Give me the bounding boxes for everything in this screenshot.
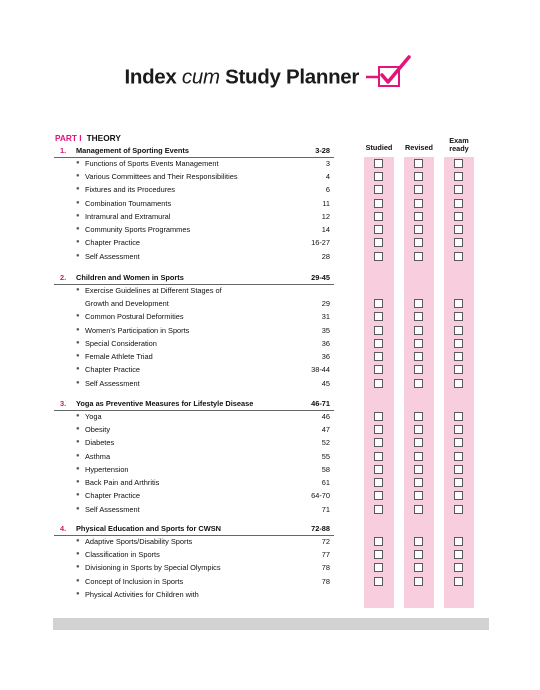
item-text: Obesity xyxy=(85,425,111,435)
studied-checkbox[interactable] xyxy=(374,478,383,487)
item-text: Growth and Development xyxy=(85,299,169,309)
exam-ready-checkbox[interactable] xyxy=(454,550,463,559)
studied-checkbox[interactable] xyxy=(374,563,383,572)
item-text: Diabetes xyxy=(85,438,115,448)
bullet-icon: ● xyxy=(76,186,80,193)
item-text: Various Committees and Their Responsibilities xyxy=(85,172,238,182)
bullet-icon: ● xyxy=(76,159,80,166)
bullet-icon: ● xyxy=(76,426,80,433)
bullet-icon: ● xyxy=(76,412,80,419)
list-item xyxy=(0,436,540,449)
section-pages: 46-71 xyxy=(311,398,330,408)
item-text: Intramural and Extramural xyxy=(85,211,171,221)
list-item xyxy=(0,210,540,223)
list-item xyxy=(0,284,540,297)
studied-checkbox[interactable] xyxy=(374,425,383,434)
item-text: Special Consideration xyxy=(85,338,157,348)
revised-header: Revised xyxy=(405,143,433,152)
part-title: THEORY xyxy=(86,133,121,143)
section-title: Physical Education and Sports for CWSN xyxy=(76,523,221,533)
bullet-icon: ● xyxy=(76,439,80,446)
bullet-icon: ● xyxy=(76,551,80,558)
revised-checkbox[interactable] xyxy=(414,365,423,374)
item-text: Divisioning in Sports by Special Olympics xyxy=(85,563,221,573)
list-item xyxy=(0,363,540,376)
bullet-icon: ● xyxy=(76,226,80,233)
studied-checkbox[interactable] xyxy=(374,185,383,194)
section-number: 3. xyxy=(60,398,67,408)
revised-checkbox[interactable] xyxy=(414,326,423,335)
revised-checkbox[interactable] xyxy=(414,412,423,421)
list-item xyxy=(0,575,540,588)
studied-checkbox[interactable] xyxy=(374,438,383,447)
exam-ready-checkbox[interactable] xyxy=(454,379,463,388)
revised-checkbox[interactable] xyxy=(414,352,423,361)
studied-checkbox[interactable] xyxy=(374,577,383,586)
section-header xyxy=(0,271,540,284)
list-item xyxy=(0,410,540,423)
list-item xyxy=(0,548,540,561)
list-item xyxy=(0,250,540,263)
revised-checkbox[interactable] xyxy=(414,452,423,461)
studied-checkbox[interactable] xyxy=(374,550,383,559)
studied-checkbox[interactable] xyxy=(374,505,383,514)
item-text: Women's Participation in Sports xyxy=(85,325,190,335)
exam-ready-checkbox[interactable] xyxy=(454,577,463,586)
list-item xyxy=(0,223,540,236)
item-text: Physical Activities for Children with xyxy=(85,589,199,599)
item-page: 28 xyxy=(321,251,330,261)
bullet-icon: ● xyxy=(76,173,80,180)
revised-checkbox[interactable] xyxy=(414,379,423,388)
exam-ready-checkbox[interactable] xyxy=(454,299,463,308)
list-item xyxy=(0,350,540,363)
section-header xyxy=(0,522,540,535)
revised-checkbox[interactable] xyxy=(414,339,423,348)
bullet-icon: ● xyxy=(76,452,80,459)
studied-checkbox[interactable] xyxy=(374,365,383,374)
exam-ready-checkbox[interactable] xyxy=(454,326,463,335)
bullet-icon: ● xyxy=(76,239,80,246)
list-item xyxy=(0,157,540,170)
item-text: Yoga xyxy=(85,411,102,421)
bullet-icon: ● xyxy=(76,537,80,544)
item-page: 35 xyxy=(321,325,330,335)
exam-ready-checkbox[interactable] xyxy=(454,412,463,421)
exam-ready-checkbox[interactable] xyxy=(454,225,463,234)
list-item xyxy=(0,450,540,463)
exam-ready-checkbox[interactable] xyxy=(454,478,463,487)
exam-ready-checkbox[interactable] xyxy=(454,438,463,447)
studied-checkbox[interactable] xyxy=(374,159,383,168)
item-text: Adaptive Sports/Disability Sports xyxy=(85,536,193,546)
item-page: 64-70 xyxy=(311,491,330,501)
item-page: 36 xyxy=(321,338,330,348)
bullet-icon: ● xyxy=(76,199,80,206)
revised-checkbox[interactable] xyxy=(414,491,423,500)
bullet-icon: ● xyxy=(76,339,80,346)
page-title-text: Index cum Study Planner xyxy=(124,65,360,89)
revised-checkbox[interactable] xyxy=(414,172,423,181)
bullet-icon: ● xyxy=(76,252,80,259)
revised-checkbox[interactable] xyxy=(414,425,423,434)
item-text: Chapter Practice xyxy=(85,491,141,501)
revised-checkbox[interactable] xyxy=(414,212,423,221)
section-title: Children and Women in Sports xyxy=(76,272,184,282)
item-page: 11 xyxy=(322,198,330,208)
exam-ready-checkbox[interactable] xyxy=(454,537,463,546)
bullet-icon: ● xyxy=(76,479,80,486)
item-page: 6 xyxy=(325,185,330,195)
item-text: Functions of Sports Events Management xyxy=(85,158,219,168)
exam-ready-checkbox[interactable] xyxy=(454,159,463,168)
item-text: Concept of Inclusion in Sports xyxy=(85,576,184,586)
revised-checkbox[interactable] xyxy=(414,465,423,474)
studied-checkbox[interactable] xyxy=(374,312,383,321)
footer-bar xyxy=(53,618,489,630)
studied-checkbox[interactable] xyxy=(374,199,383,208)
item-text: Chapter Practice xyxy=(85,365,141,375)
studied-header: Studied xyxy=(365,143,393,152)
item-page: 61 xyxy=(321,478,330,488)
section-header xyxy=(0,397,540,410)
list-item xyxy=(0,170,540,183)
list-item xyxy=(0,183,540,196)
item-text: Community Sports Programmes xyxy=(85,225,191,235)
studied-checkbox[interactable] xyxy=(374,379,383,388)
revised-checkbox[interactable] xyxy=(414,238,423,247)
exam-ready-header: Exam ready xyxy=(449,136,469,153)
bullet-icon: ● xyxy=(76,212,80,219)
item-page: 29 xyxy=(321,299,330,309)
part-label: PART I xyxy=(55,133,82,143)
revised-checkbox[interactable] xyxy=(414,438,423,447)
item-page: 58 xyxy=(321,464,330,474)
studied-checkbox[interactable] xyxy=(374,465,383,474)
list-item xyxy=(0,297,540,310)
exam-ready-checkbox[interactable] xyxy=(454,491,463,500)
section-header xyxy=(0,144,540,157)
item-page: 47 xyxy=(321,425,330,435)
exam-ready-checkbox[interactable] xyxy=(454,465,463,474)
bullet-icon: ● xyxy=(76,353,80,360)
item-page: 52 xyxy=(321,438,330,448)
exam-ready-checkbox[interactable] xyxy=(454,172,463,181)
exam-ready-checkbox[interactable] xyxy=(454,452,463,461)
item-page: 46 xyxy=(321,411,330,421)
revised-checkbox[interactable] xyxy=(414,312,423,321)
item-page: 55 xyxy=(321,451,330,461)
exam-ready-checkbox[interactable] xyxy=(454,352,463,361)
bullet-icon: ● xyxy=(76,366,80,373)
bullet-icon: ● xyxy=(76,326,80,333)
bullet-icon: ● xyxy=(76,505,80,512)
studied-checkbox[interactable] xyxy=(374,326,383,335)
item-page: 71 xyxy=(321,504,330,514)
list-item xyxy=(0,588,540,601)
exam-ready-checkbox[interactable] xyxy=(454,238,463,247)
studied-checkbox[interactable] xyxy=(374,172,383,181)
page-title xyxy=(0,58,540,97)
revised-checkbox[interactable] xyxy=(414,550,423,559)
list-item xyxy=(0,561,540,574)
studied-checkbox[interactable] xyxy=(374,212,383,221)
exam-ready-checkbox[interactable] xyxy=(454,365,463,374)
part-heading xyxy=(55,133,121,143)
bullet-icon: ● xyxy=(76,313,80,320)
item-text: Self Assessment xyxy=(85,251,140,261)
bullet-icon: ● xyxy=(76,379,80,386)
revised-checkbox[interactable] xyxy=(414,199,423,208)
section-number: 4. xyxy=(60,523,67,533)
item-text: Common Postural Deformities xyxy=(85,312,184,322)
revised-checkbox[interactable] xyxy=(414,225,423,234)
revised-checkbox[interactable] xyxy=(414,299,423,308)
item-text: Combination Tournaments xyxy=(85,198,172,208)
item-page: 77 xyxy=(321,550,330,560)
studied-checkbox[interactable] xyxy=(374,352,383,361)
studied-checkbox[interactable] xyxy=(374,452,383,461)
section-number: 1. xyxy=(60,145,67,155)
revised-checkbox[interactable] xyxy=(414,537,423,546)
item-text: Classification in Sports xyxy=(85,550,160,560)
revised-checkbox[interactable] xyxy=(414,478,423,487)
item-text: Self Assessment xyxy=(85,378,140,388)
exam-ready-checkbox[interactable] xyxy=(454,425,463,434)
item-page: 78 xyxy=(321,563,330,573)
revised-checkbox[interactable] xyxy=(414,252,423,261)
exam-ready-checkbox[interactable] xyxy=(454,185,463,194)
bullet-icon: ● xyxy=(76,286,80,293)
exam-ready-checkbox[interactable] xyxy=(454,199,463,208)
item-page: 16-27 xyxy=(311,238,330,248)
item-text: Fixtures and its Procedures xyxy=(85,185,175,195)
item-page: 45 xyxy=(321,378,330,388)
bullet-icon: ● xyxy=(76,492,80,499)
studied-checkbox[interactable] xyxy=(374,238,383,247)
list-item xyxy=(0,423,540,436)
item-text: Asthma xyxy=(85,451,111,461)
item-page: 14 xyxy=(321,225,330,235)
section-pages: 29-45 xyxy=(311,272,330,282)
studied-checkbox[interactable] xyxy=(374,412,383,421)
item-text: Hypertension xyxy=(85,464,129,474)
list-item xyxy=(0,476,540,489)
bullet-icon: ● xyxy=(76,577,80,584)
section-pages: 3-28 xyxy=(315,145,330,155)
list-item xyxy=(0,337,540,350)
list-item xyxy=(0,463,540,476)
item-page: 78 xyxy=(321,576,330,586)
bullet-icon: ● xyxy=(76,564,80,571)
studied-checkbox[interactable] xyxy=(374,537,383,546)
item-page: 38-44 xyxy=(311,365,330,375)
section-title: Yoga as Preventive Measures for Lifestyle Disease xyxy=(76,398,254,408)
revised-checkbox[interactable] xyxy=(414,185,423,194)
list-item xyxy=(0,503,540,516)
section-pages: 72-88 xyxy=(311,523,330,533)
exam-ready-checkbox[interactable] xyxy=(454,212,463,221)
list-item xyxy=(0,197,540,210)
studied-checkbox[interactable] xyxy=(374,339,383,348)
exam-ready-checkbox[interactable] xyxy=(454,339,463,348)
bullet-icon: ● xyxy=(76,590,80,597)
item-page: 31 xyxy=(321,312,330,322)
section-number: 2. xyxy=(60,272,67,282)
item-page: 12 xyxy=(321,211,330,221)
exam-ready-checkbox[interactable] xyxy=(454,312,463,321)
item-page: 4 xyxy=(325,172,330,182)
exam-ready-checkbox[interactable] xyxy=(454,505,463,514)
studied-checkbox[interactable] xyxy=(374,225,383,234)
list-item xyxy=(0,489,540,502)
list-item xyxy=(0,324,540,337)
revised-checkbox[interactable] xyxy=(414,563,423,572)
list-item xyxy=(0,535,540,548)
item-text: Chapter Practice xyxy=(85,238,141,248)
item-page: 36 xyxy=(321,352,330,362)
exam-ready-checkbox[interactable] xyxy=(454,563,463,572)
item-text: Self Assessment xyxy=(85,504,140,514)
list-item xyxy=(0,236,540,249)
item-text: Back Pain and Arthritis xyxy=(85,478,160,488)
item-text: Exercise Guidelines at Different Stages of xyxy=(85,285,222,295)
studied-checkbox[interactable] xyxy=(374,252,383,261)
checkmark-icon xyxy=(366,55,416,94)
section-title: Management of Sporting Events xyxy=(76,145,189,155)
exam-ready-checkbox[interactable] xyxy=(454,252,463,261)
item-text: Female Athlete Triad xyxy=(85,352,153,362)
studied-checkbox[interactable] xyxy=(374,299,383,308)
revised-checkbox[interactable] xyxy=(414,505,423,514)
studied-checkbox[interactable] xyxy=(374,491,383,500)
revised-checkbox[interactable] xyxy=(414,159,423,168)
list-item xyxy=(0,310,540,323)
revised-checkbox[interactable] xyxy=(414,577,423,586)
list-item xyxy=(0,377,540,390)
bullet-icon: ● xyxy=(76,465,80,472)
item-page: 3 xyxy=(325,158,330,168)
item-page: 72 xyxy=(321,536,330,546)
